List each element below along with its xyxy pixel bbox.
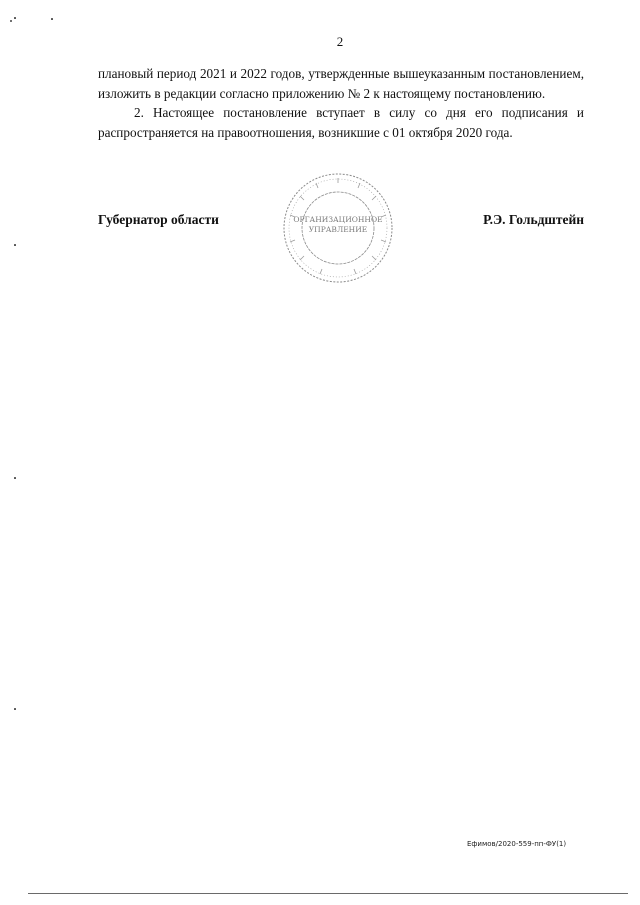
scan-speck (14, 17, 16, 19)
scan-speck (51, 18, 53, 20)
scan-speck (14, 708, 16, 710)
paragraph-effective-date: 2. Настоящее постановление вступает в силу со дня его подписания и распространяется на правоотношения, возникшие с 01 октября 2020 года. (98, 105, 584, 140)
document-registration-code: Ефимов/2020-559-пп-ФУ(1) (467, 840, 567, 848)
signatory-name: Р.Э. Гольдштейн (483, 212, 584, 227)
official-seal-stamp (280, 170, 396, 286)
body-text (98, 64, 584, 142)
seal-inner-text-line1: ОРГАНИЗАЦИОННОЕ (293, 215, 383, 224)
signatory-position: Губернатор области (98, 212, 219, 227)
scan-speck (14, 477, 16, 479)
scan-speck (10, 20, 12, 22)
page-bottom-edge-line (28, 893, 628, 894)
paragraph-continuation: плановый период 2021 и 2022 годов, утвержденные вышеуказанным постановлением, изложить в редакции согласно приложению № 2 к настоящему постановлению. (98, 66, 584, 101)
seal-inner-text-line2: УПРАВЛЕНИЕ (308, 225, 368, 234)
seal-icon (280, 170, 396, 286)
scan-speck (14, 244, 16, 246)
page-number: 2 (336, 34, 344, 49)
